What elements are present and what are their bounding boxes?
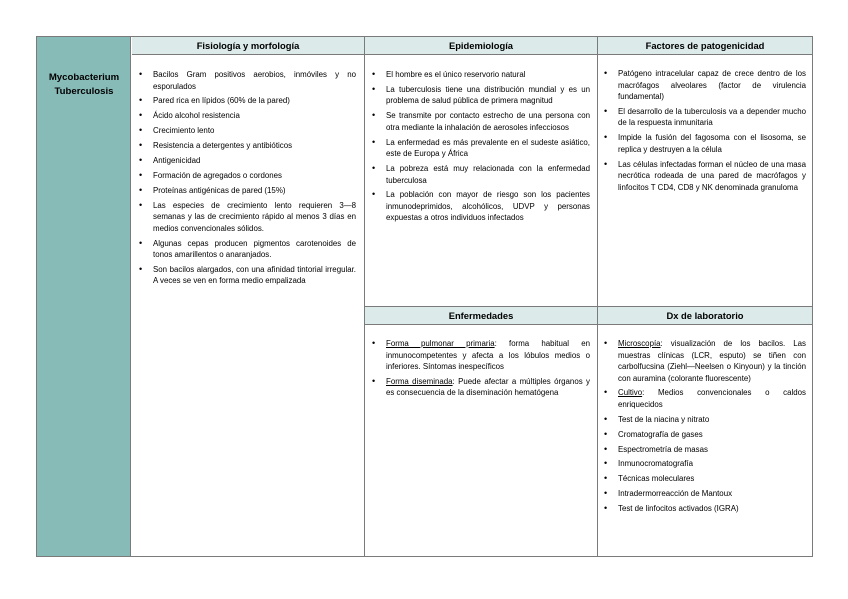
- item-text: : Puede afectar a múltiples órganos y es consecuencia de la diseminación hematógena: [386, 376, 590, 398]
- laboratorio-header: Dx de laboratorio: [598, 307, 812, 325]
- list-item: • Las especies de crecimiento lento requieren 3—8 semanas y las de crecimiento rápido al menos 3 días en medios convencionales sólidos.: [137, 200, 356, 235]
- list-item: • El hombre es el único reservorio natural: [370, 69, 590, 81]
- list-item: • Algunas cepas producen pigmentos carotenoides de tonos amarillentos o anaranjados.: [137, 238, 356, 261]
- list-item: [602, 338, 806, 384]
- patogenicidad-list: [598, 55, 812, 193]
- enfermedades-header: Enfermedades: [365, 307, 597, 325]
- item-text: : Medios convencionales o caldos enriquecidos: [618, 388, 806, 409]
- patogenicidad-header: Factores de patogenicidad: [598, 37, 812, 55]
- patogenicidad-column: [598, 37, 812, 306]
- fisiologia-list: [132, 55, 364, 287]
- list-item: • La tuberculosis tiene una distribución mundial y es un problema de salud pública de primera magnitud: [370, 84, 590, 107]
- enfermedades-list: [365, 325, 597, 399]
- list-item: • Pared rica en lípidos (60% de la pared): [137, 95, 356, 107]
- epidemiologia-header: Epidemiología: [365, 37, 597, 55]
- list-item: • Son bacilos alargados, con una afinidad tintorial irregular. A veces se ven en forma medio empalizada: [137, 264, 356, 287]
- organism-header-band: [37, 37, 130, 54]
- organism-column: [37, 37, 131, 556]
- laboratorio-column: [598, 307, 812, 556]
- list-item: [370, 338, 590, 373]
- list-item: • Formación de agregados o cordones: [137, 170, 356, 182]
- list-item: • Patógeno intracelular capaz de crece dentro de los macrófagos alveolares (factor de virulencia fundamental): [602, 68, 806, 103]
- item-text: : visualización de los bacilos. Las muestras clínicas (LCR, esputo) se tiñen con carbolfucsina (Ziehl—Neelsen o Kinyoun) y la tinción con auramina (colorante fluorescente): [618, 339, 806, 383]
- list-item: • Se transmite por contacto estrecho de una persona con otra mediante la inhalación de aerosoles infecciosos: [370, 110, 590, 133]
- list-item: • Impide la fusión del fagosoma con el lisosoma, se replica y destruyen a la célula: [602, 132, 806, 155]
- summary-table: [36, 36, 813, 557]
- epidemiologia-column: [365, 37, 597, 306]
- list-item: • Inmunocromatografía: [602, 458, 806, 470]
- list-item: • Antigenicidad: [137, 155, 356, 167]
- item-text: : forma habitual en inmunocompetentes y afecta a los lóbulos medios o inferiores. Síntomas inespecíficos: [386, 339, 591, 371]
- list-item: • Test de la niacina y nitrato: [602, 414, 806, 426]
- list-item: • El desarrollo de la tuberculosis va a depender mucho de la respuesta inmunitaria: [602, 106, 806, 129]
- list-item: • Técnicas moleculares: [602, 473, 806, 485]
- list-item: • Intradermorreacción de Mantoux: [602, 488, 806, 500]
- list-item: • Proteínas antigénicas de pared (15%): [137, 185, 356, 197]
- enfermedades-column: [365, 307, 597, 556]
- fisiologia-header: Fisiología y morfología: [132, 37, 364, 55]
- list-item: • Bacilos Gram positivos aerobios, inmóviles y no esporulados: [137, 69, 356, 92]
- list-item: • La población con mayor de riesgo son los pacientes inmunodeprimidos, alcohólicos, UDVP y personas expuestas a otros individuos infectados: [370, 189, 590, 224]
- list-item: • La enfermedad es más prevalente en el sudeste asiático, este de Europa y África: [370, 137, 590, 160]
- list-item: • Resistencia a detergentes y antibióticos: [137, 140, 356, 152]
- term: Forma diseminada: [386, 376, 453, 386]
- laboratorio-list: [598, 325, 812, 515]
- organism-name: Mycobacterium Tuberculosis: [48, 72, 120, 97]
- list-item: • Crecimiento lento: [137, 125, 356, 137]
- term: Microscopía: [618, 339, 661, 348]
- list-item: • Espectrometría de masas: [602, 444, 806, 456]
- list-item: • Ácido alcohol resistencia: [137, 110, 356, 122]
- list-item: [602, 387, 806, 410]
- list-item: • Las células infectadas forman el núcleo de una masa necrótica rodeada de una pared de macrófagos y linfocitos T CD4, CD8 y NK denominada granuloma: [602, 159, 806, 194]
- epidemiologia-list: [365, 55, 597, 224]
- list-item: • Test de linfocitos activados (IGRA): [602, 503, 806, 515]
- fisiologia-column: [132, 37, 364, 556]
- term: Cultivo: [618, 388, 643, 398]
- term: Forma pulmonar primaria: [386, 339, 495, 348]
- list-item: [370, 376, 590, 399]
- list-item: • Cromatografía de gases: [602, 429, 806, 441]
- list-item: • La pobreza está muy relacionada con la enfermedad tuberculosa: [370, 163, 590, 186]
